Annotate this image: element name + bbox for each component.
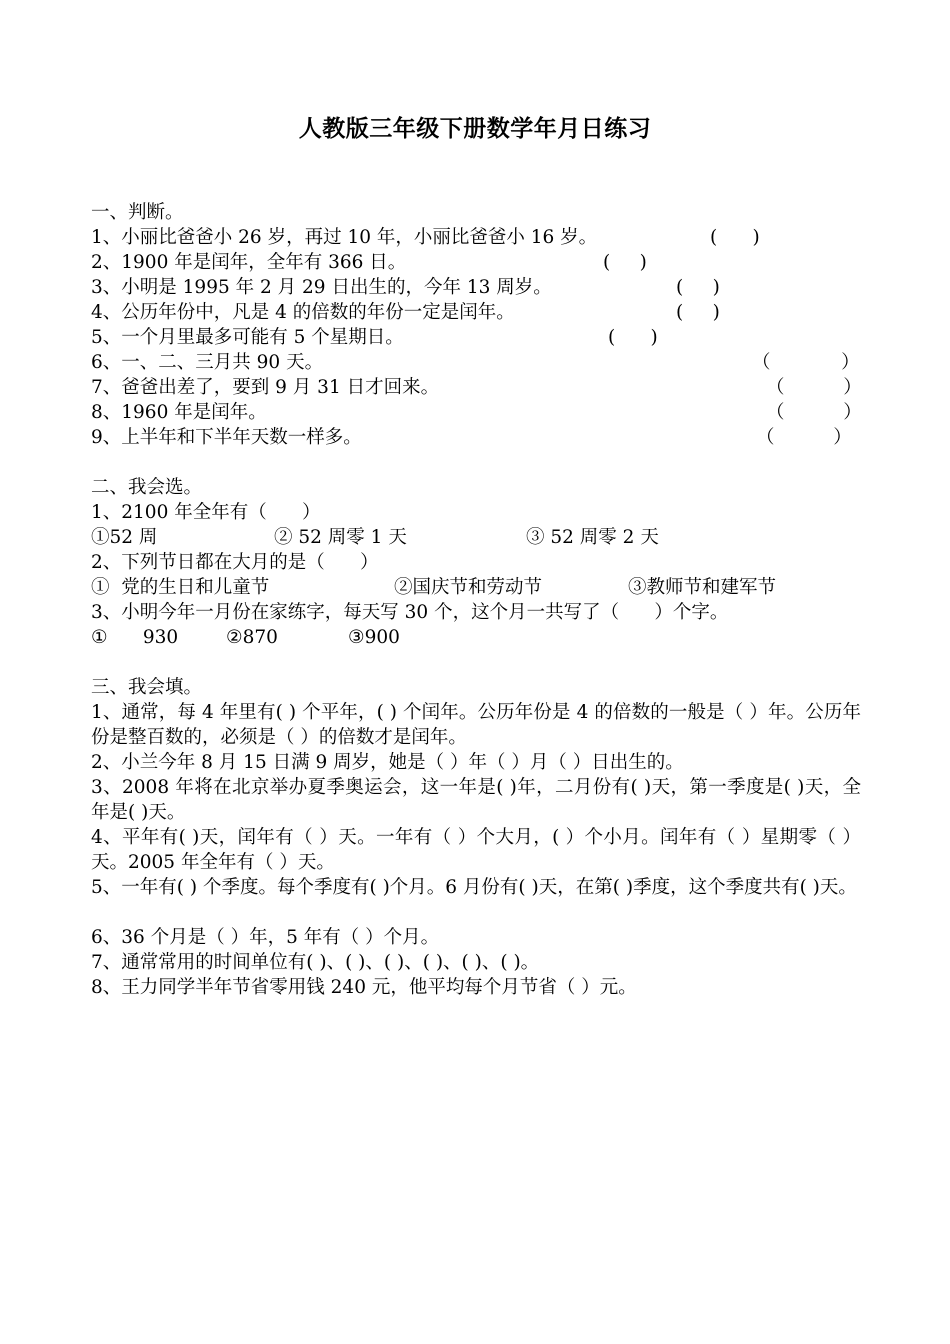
judge-item-6: 6、一、二、三月共 90 天。	[91, 352, 324, 373]
fill-item-1: 1、通常，每 4 年里有( ) 个平年，( ) 个闰年。公历年份是 4 的倍数的一般是（ ）年。公历年份是整百数的，必须是（ ）的倍数才是闰年。	[91, 702, 861, 748]
judge-item-7: 7、爸爸出差了，要到 9 月 31 日才回来。	[91, 377, 440, 398]
choice-1-option-1: ①52 周	[91, 527, 158, 548]
page-title: 人教版三年级下册数学年月日练习	[298, 116, 652, 142]
fill-item-8: 8、王力同学半年节省零用钱 240 元，他平均每个月节省（ ）元。	[91, 977, 637, 998]
choice-2-option-3: ③教师节和建军节	[628, 577, 777, 598]
fill-item-2: 2、小兰今年 8 月 15 日满 9 周岁，她是（ ）年（ ）月（ ）日出生的。	[91, 752, 684, 773]
judge-item-1: 1、小丽比爸爸小 26 岁，再过 10 年，小丽比爸爸小 16 岁。	[91, 227, 598, 248]
answer-blank-3: ( )	[676, 277, 720, 298]
choice-2-option-1: ① 党的生日和儿童节	[91, 577, 270, 598]
judge-item-5: 5、一个月里最多可能有 5 个星期日。	[91, 327, 404, 348]
answer-blank-2: ( )	[603, 252, 647, 273]
choice-1-option-3: ③ 52 周零 2 天	[526, 527, 659, 548]
answer-blank-7: （ ）	[766, 377, 862, 398]
answer-blank-1: ( )	[710, 227, 760, 248]
choice-question-1: 1、2100 年全年有（ ）	[91, 502, 321, 523]
choice-3-option-2: ②870	[226, 627, 278, 648]
judge-item-9: 9、上半年和下半年天数一样多。	[91, 427, 362, 448]
answer-blank-4: ( )	[676, 302, 720, 323]
fill-item-3: 3、2008 年将在北京举办夏季奥运会，这一年是( )年，二月份有( )天，第一季度是( )天，全年是( )天。	[91, 777, 861, 823]
fill-item-4: 4、平年有( )天，闰年有（ ）天。一年有（ ）个大月，( ）个小月。闰年有（ ）星期零（ ）天。2005 年全年有（ ）天。	[91, 827, 861, 873]
judge-item-3: 3、小明是 1995 年 2 月 29 日出生的，今年 13 周岁。	[91, 277, 552, 298]
choice-3-option-3: ③900	[348, 627, 400, 648]
choice-2-option-2: ②国庆节和劳动节	[394, 577, 543, 598]
choice-question-3: 3、小明今年一月份在家练字，每天写 30 个，这个月一共写了（ ）个字。	[91, 602, 729, 623]
fill-item-6: 6、36 个月是（ ）年，5 年有（ ）个月。	[91, 927, 440, 948]
judge-item-2: 2、1900 年是闰年，全年有 366 日。	[91, 252, 407, 273]
answer-blank-5: ( )	[608, 327, 658, 348]
answer-blank-9: （ ）	[756, 427, 852, 448]
section-heading-judge: 一、判断。	[91, 202, 184, 223]
answer-blank-8: （ ）	[766, 402, 862, 423]
judge-item-8: 8、1960 年是闰年。	[91, 402, 267, 423]
answer-blank-6: （ ）	[752, 352, 860, 373]
choice-question-2: 2、下列节日都在大月的是（ ）	[91, 552, 379, 573]
fill-item-5: 5、一年有( ) 个季度。每个季度有( )个月。6 月份有( )天，在第( )季度，这个季度共有( )天。	[91, 877, 857, 898]
choice-3-option-1: ① 930	[91, 627, 179, 648]
fill-item-7: 7、通常常用的时间单位有( )、( )、( )、( )、( )、( )。	[91, 952, 540, 973]
section-heading-fill: 三、我会填。	[91, 677, 203, 698]
judge-item-4: 4、公历年份中，凡是 4 的倍数的年份一定是闰年。	[91, 302, 515, 323]
choice-1-option-2: ② 52 周零 1 天	[274, 527, 407, 548]
section-heading-choose: 二、我会选。	[91, 477, 203, 498]
